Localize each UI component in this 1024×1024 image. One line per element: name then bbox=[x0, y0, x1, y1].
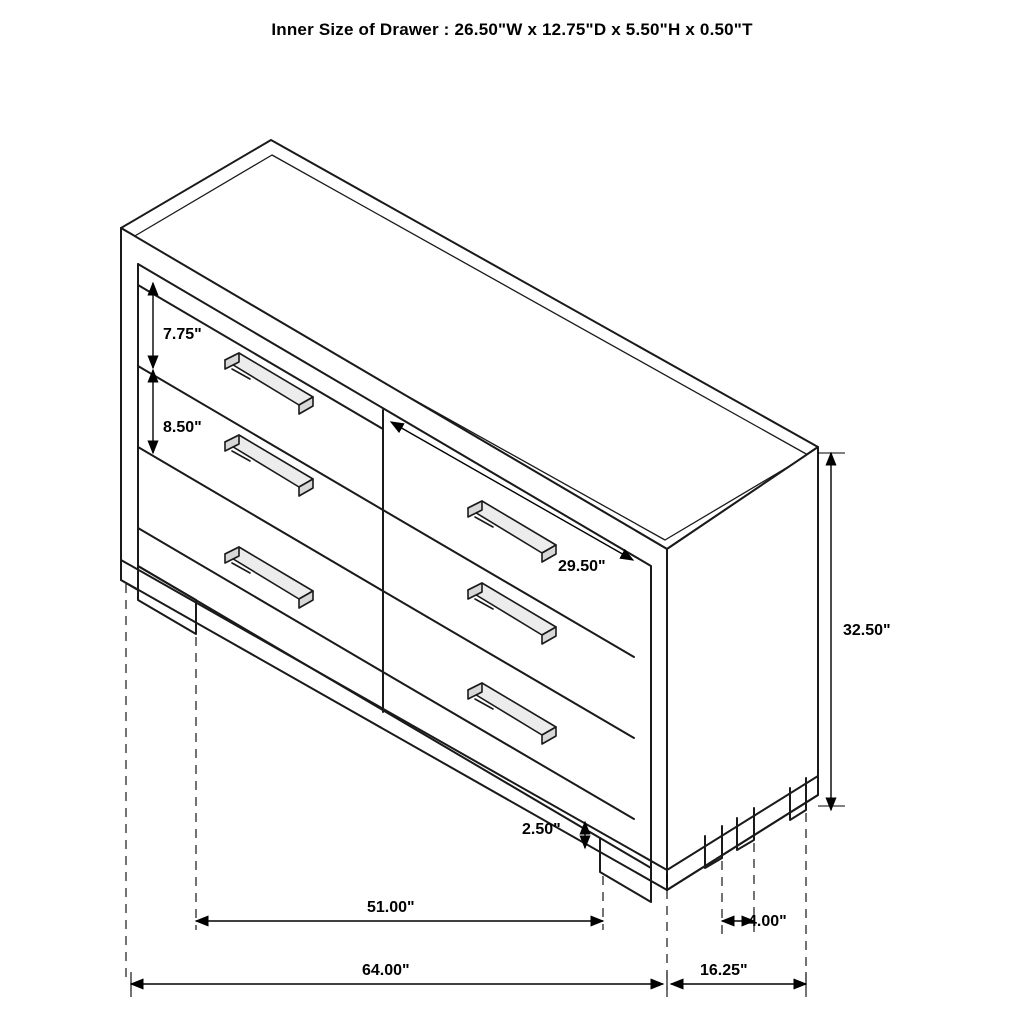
dim-label-foot-depth: 4.00" bbox=[748, 913, 787, 930]
page-title: Inner Size of Drawer : 26.50"W x 12.75"D x 5.50"H x 0.50"T bbox=[271, 20, 753, 39]
dim-label-drawer-width: 29.50" bbox=[558, 558, 606, 575]
dim-label-top-gap: 7.75" bbox=[163, 326, 202, 343]
dim-label-overall-width: 64.00" bbox=[362, 962, 410, 979]
dim-label-overall-depth: 16.25" bbox=[700, 962, 748, 979]
dim-label-base-width: 51.00" bbox=[367, 899, 415, 916]
dim-label-overall-height: 32.50" bbox=[843, 622, 891, 639]
dim-label-drawer-face: 8.50" bbox=[163, 419, 202, 436]
dim-label-leg-height: 2.50" bbox=[522, 821, 561, 838]
